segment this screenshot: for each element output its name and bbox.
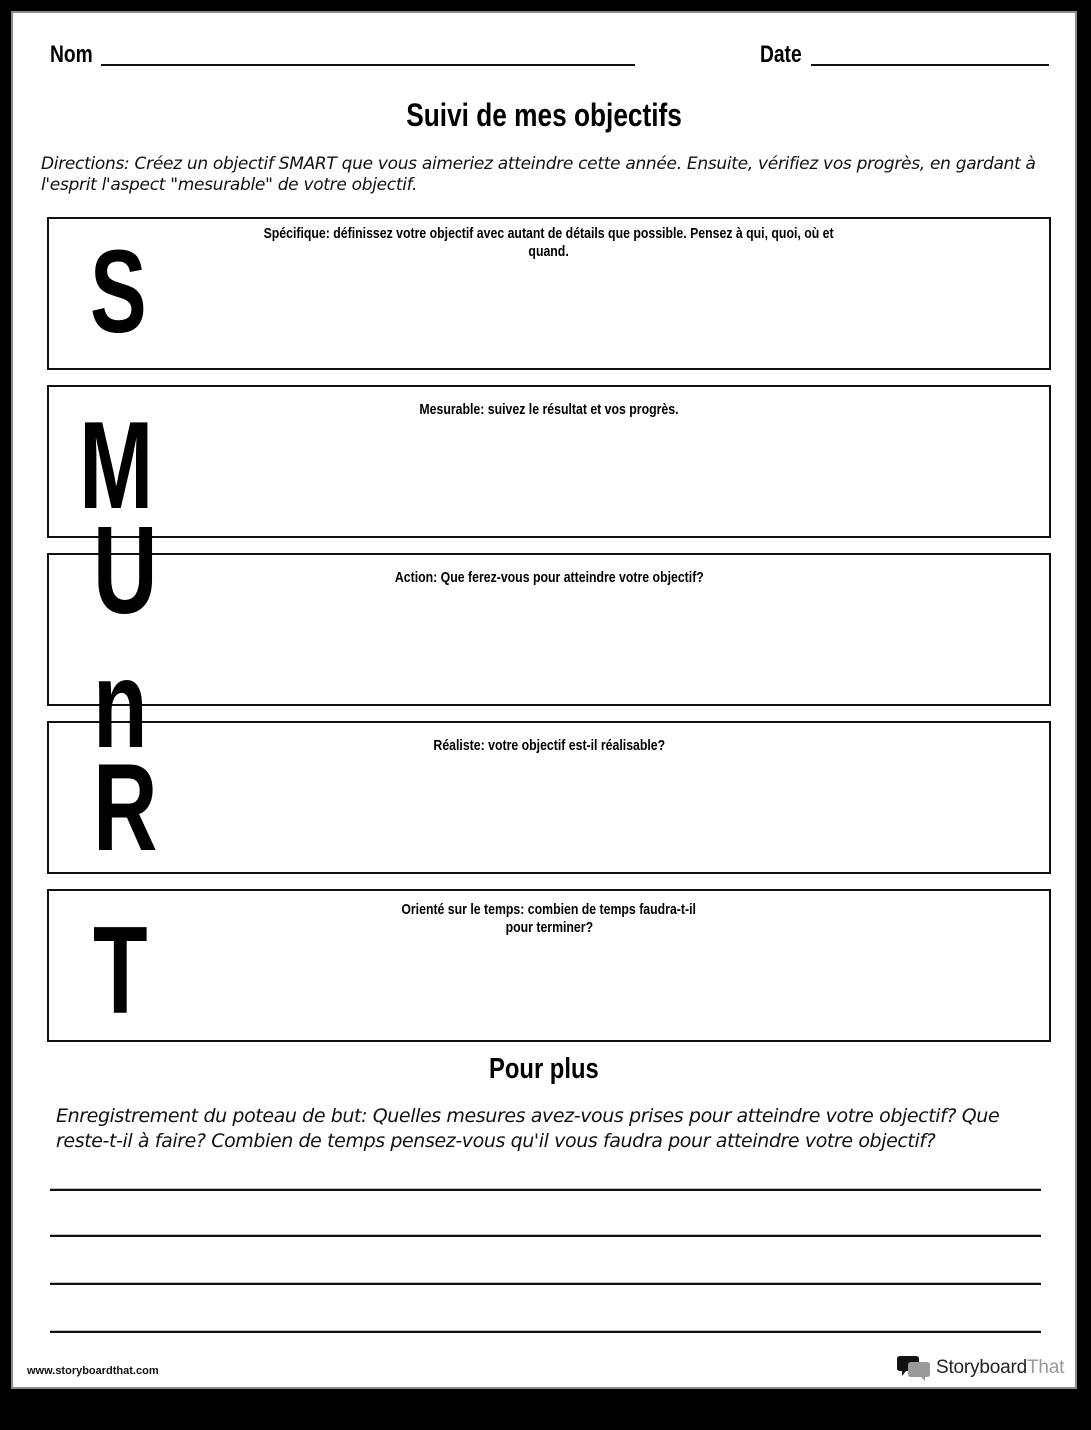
letter-n: n: [93, 636, 148, 774]
date-label: Date: [760, 41, 802, 68]
answer-line-3[interactable]: [50, 1282, 1041, 1285]
letter-u: U: [93, 502, 158, 640]
prompt-line: Réaliste: votre objectif est-il réalisable?: [433, 737, 665, 754]
smart-box-specific[interactable]: [47, 217, 1051, 370]
box-prompt: [199, 901, 899, 937]
box-prompt: [199, 569, 899, 587]
smart-box-measurable[interactable]: [47, 385, 1051, 538]
date-field-line[interactable]: [811, 64, 1049, 66]
directions-text: Directions: Créez un objectif SMART que vous aimeriez atteindre cette année. Ensuite, vérifiez vos progrès, en gardant à l'esprit l'aspect "mesurable" de votre objectif.: [41, 154, 1036, 195]
letter-m: M: [79, 397, 154, 535]
box-prompt: [199, 737, 899, 755]
answer-line-4[interactable]: [50, 1330, 1041, 1333]
prompt-line: Action: Que ferez-vous pour atteindre votre objectif?: [394, 569, 704, 586]
prompt-line: quand.: [528, 243, 570, 260]
worksheet-page: [11, 11, 1077, 1389]
brand-name-storyboard: Storyboard: [936, 1357, 1027, 1378]
letter-s: S: [90, 226, 147, 358]
storyboardthat-logo[interactable]: [897, 1353, 1064, 1383]
letter-t: T: [93, 902, 148, 1040]
letter-r: R: [93, 739, 158, 877]
goal-checkin-prompt: Enregistrement du poteau de but: Quelles mesures avez-vous prises pour atteindre votre objectif? Que reste-t-il à faire? Combien de temps pensez-vous qu'il vous faudra pour atteindre votre objectif?: [56, 1105, 1000, 1152]
speech-bubbles-icon: [897, 1355, 931, 1381]
prompt-line: Mesurable: suivez le résultat et vos progrès.: [419, 401, 679, 418]
prompt-line: pour terminer?: [505, 919, 593, 936]
smart-box-time[interactable]: [47, 889, 1051, 1042]
name-label: Nom: [50, 41, 93, 68]
box-prompt: [199, 225, 899, 261]
prompt-line: Spécifique: définissez votre objectif avec autant de détails que possible. Pensez à qui, quoi, où et: [263, 225, 835, 242]
answer-line-2[interactable]: [50, 1234, 1041, 1237]
brand-name: [936, 1357, 1064, 1379]
box-prompt: [199, 401, 899, 419]
section-heading: [13, 1053, 1075, 1087]
footer-url[interactable]: www.storyboardthat.com: [27, 1365, 159, 1377]
answer-line-1[interactable]: [50, 1188, 1041, 1191]
section-heading-text: Pour plus: [489, 1053, 599, 1085]
smart-box-realistic[interactable]: [47, 721, 1051, 877]
name-field-line[interactable]: [101, 64, 635, 66]
page-title-text: Suivi de mes objectifs: [406, 97, 682, 133]
prompt-line: Orienté sur le temps: combien de temps faudra-t-il: [401, 901, 697, 918]
brand-name-that: That: [1026, 1357, 1065, 1378]
page-title: [13, 97, 1075, 134]
smart-box-action[interactable]: [47, 553, 1051, 706]
